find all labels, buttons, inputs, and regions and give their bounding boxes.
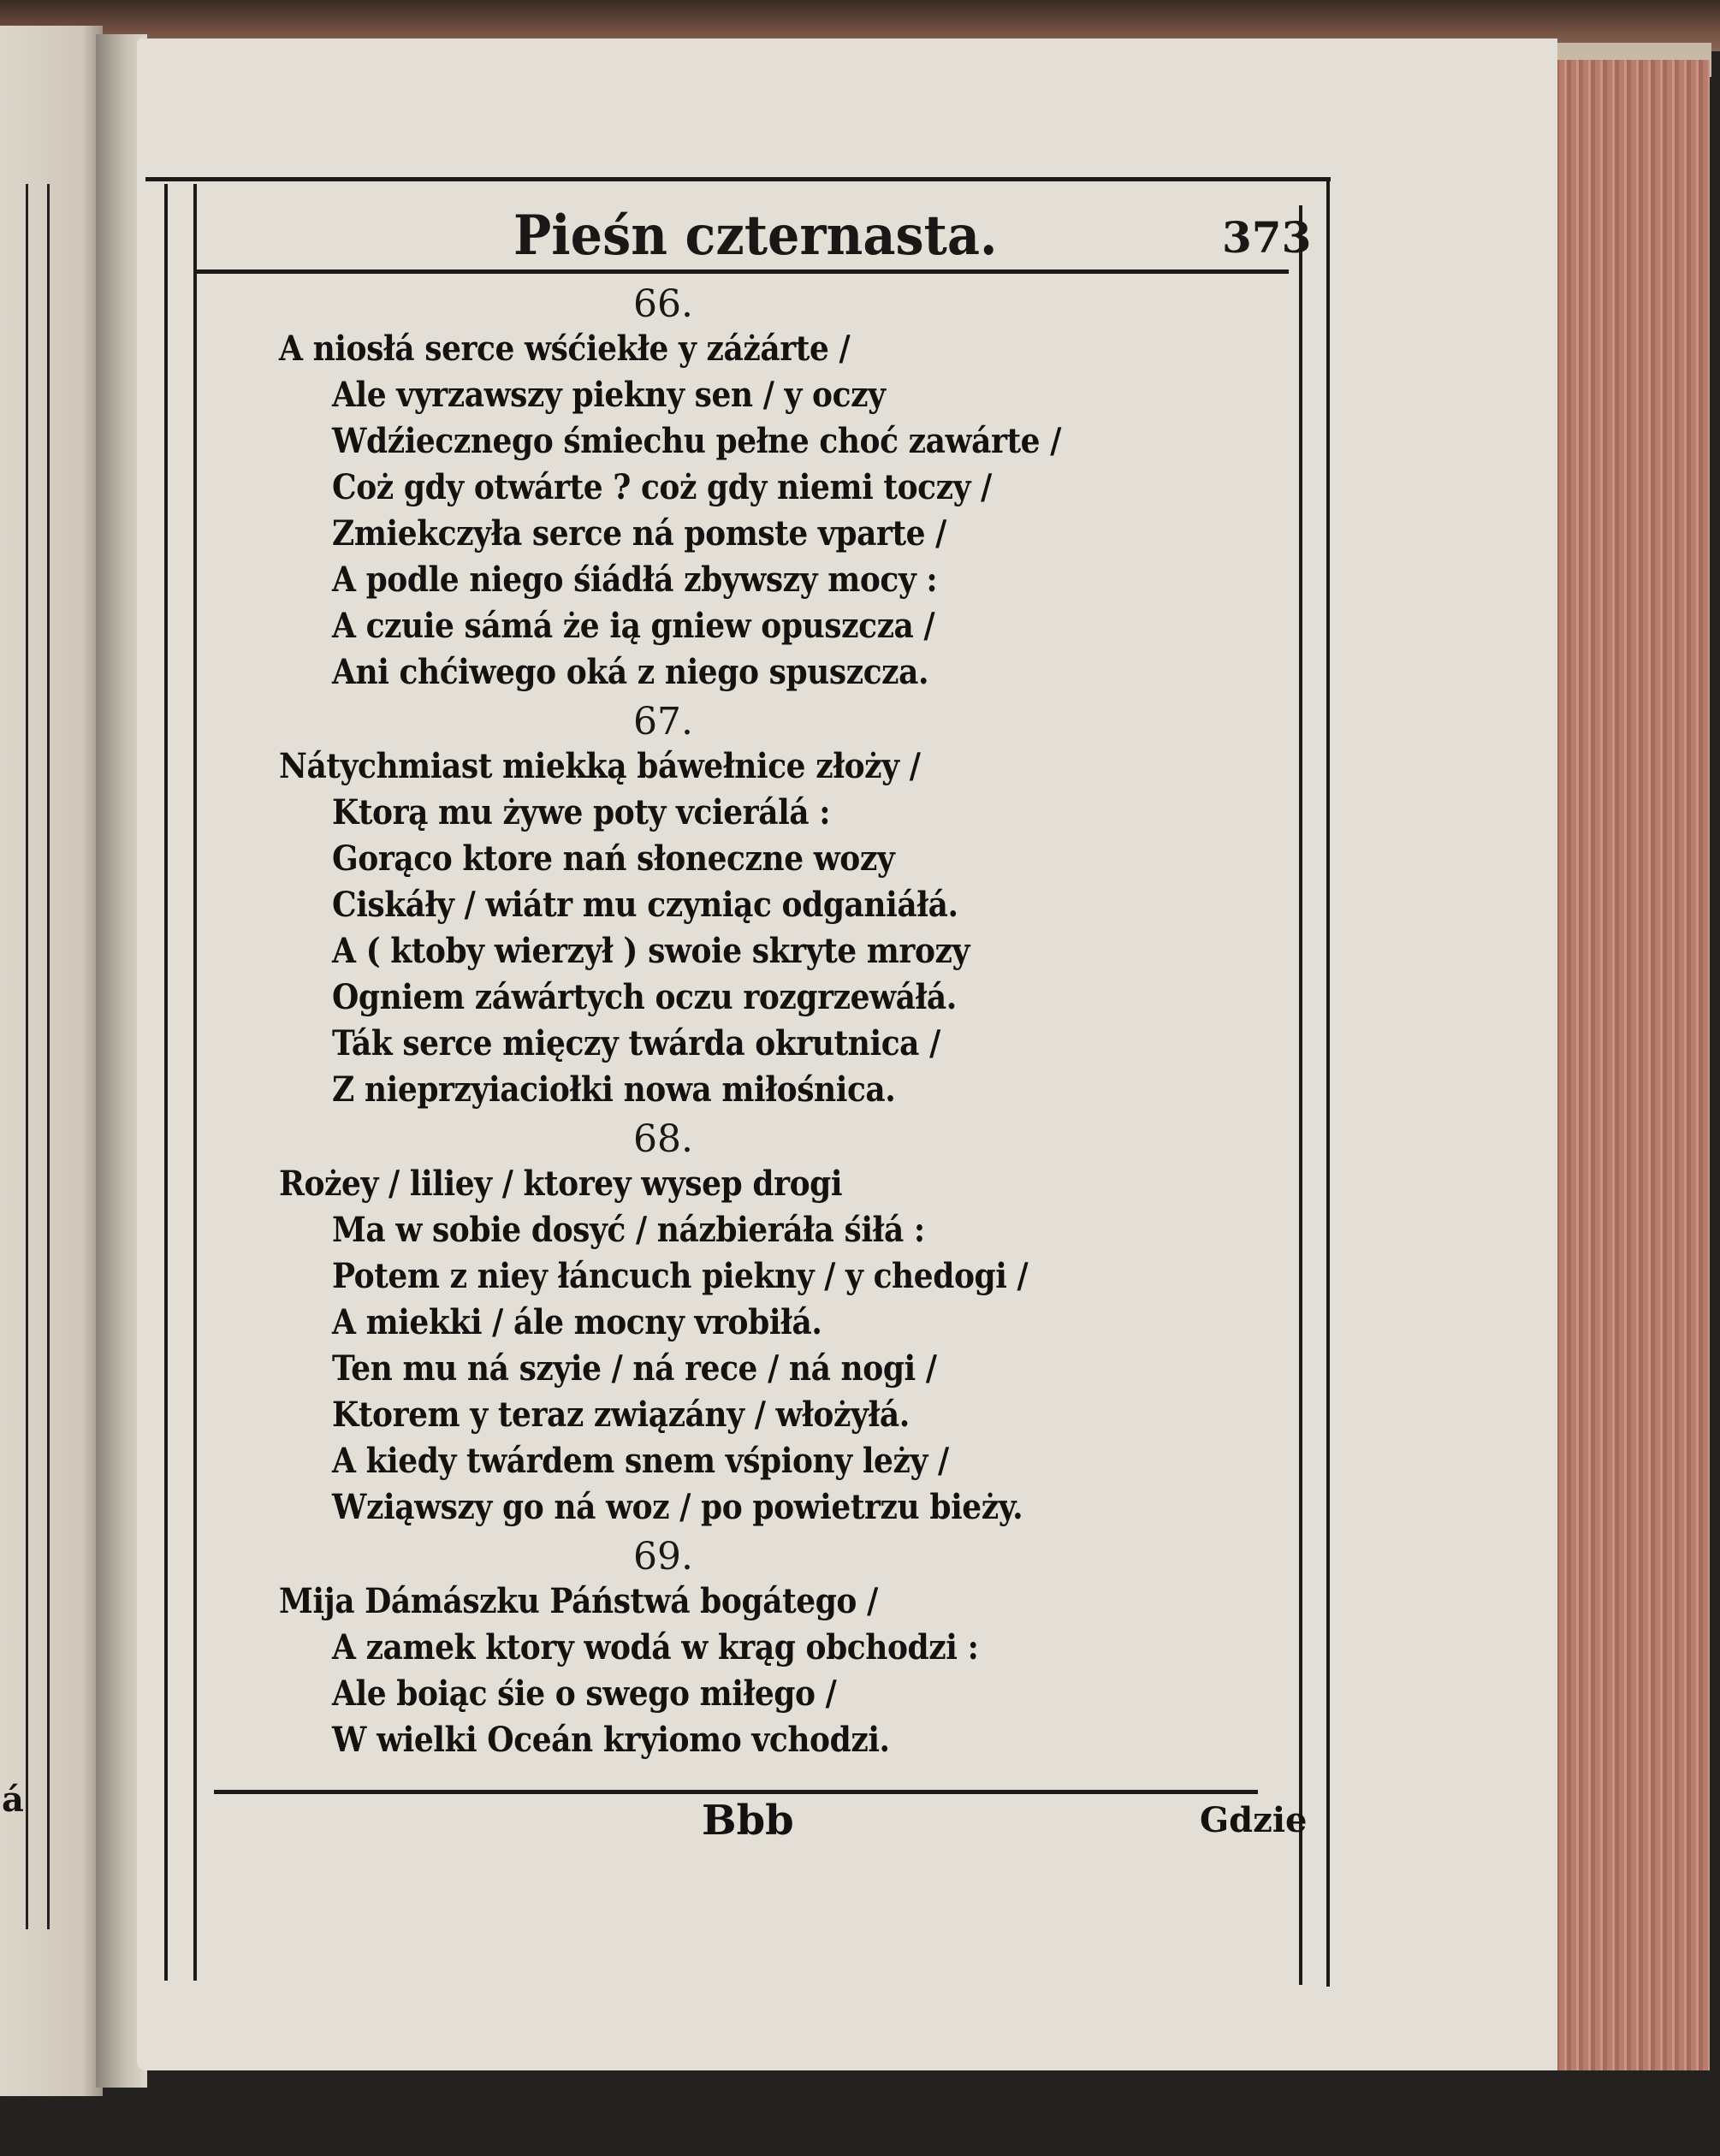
frame-right-inner-line <box>1299 205 1302 1985</box>
verse-line: A niosłá serce wśćiekłe y záżárte / <box>279 329 851 369</box>
stanza-number: 69. <box>633 1535 693 1578</box>
stanza-number: 66. <box>633 282 693 326</box>
verse-line: Ale vyrzawszy piekny sen / y oczy <box>332 375 886 415</box>
verse-line: A miekki / ále mocny vrobiłá. <box>332 1302 822 1342</box>
verse-line: W wielki Oceán kryiomo vchodzi. <box>332 1720 890 1760</box>
verse-line: Ktorą mu żywe poty vcierálá : <box>332 792 831 832</box>
verse-line: Nátychmiast miekką báwełnice złoży / <box>279 746 921 786</box>
verse-line: Ma w sobie dosyć / názbieráła śiłá : <box>332 1210 925 1250</box>
running-title: Pieśn czternasta. <box>513 204 998 268</box>
verse-line: Ktorem y teraz związány / włożyłá. <box>332 1395 910 1435</box>
verse-line: Ani chćiwego oká z niego spuszcza. <box>332 652 929 692</box>
verse-line: Ogniem záwártych oczu rozgrzewáłá. <box>332 977 957 1017</box>
verse-line: A podle niego śiádłá zbywszy mocy : <box>332 560 938 600</box>
stanza-number: 68. <box>633 1117 693 1161</box>
verse-line: Ciskáły / wiátr mu czyniąc odganiáłá. <box>332 885 958 925</box>
verse-line: Ale boiąc śie o swego miłego / <box>332 1673 837 1714</box>
frame-left-inner-line <box>193 184 197 1981</box>
verse-line: Coż gdy otwárte ? coż gdy niemi toczy / <box>332 467 992 507</box>
frame-right-outer-line <box>1326 181 1330 1987</box>
verse-line: Mija Dámászku Páństwá bogátego / <box>279 1581 878 1621</box>
verse-line: A ( ktoby wierzył ) swoie skryte mrozy <box>332 931 970 971</box>
verse-line: Rożey / liliey / ktorey wysep drogi <box>279 1164 843 1204</box>
verse-line: Potem z niey łáncuch piekny / y chedogi / <box>332 1256 1029 1296</box>
footer-rule <box>214 1790 1258 1794</box>
left-page-frame-line <box>26 184 28 1929</box>
verse-line: Ták serce mięczy twárda okrutnica / <box>332 1023 940 1063</box>
verse-line: A zamek ktory wodá w krąg obchodzi : <box>332 1627 979 1667</box>
verse-line: Gorąco ktore nań słoneczne wozy <box>332 838 895 879</box>
stanza-number: 67. <box>633 700 693 743</box>
verse-line: A kiedy twárdem snem vśpiony leży / <box>332 1441 949 1481</box>
header-rule <box>193 270 1289 274</box>
verse-line: Wziąwszy go ná woz / po powietrzu bieży. <box>332 1487 1023 1527</box>
left-page-text-fragment: á <box>2 1780 24 1820</box>
page-number: 373 <box>1222 212 1312 263</box>
verse-line: A czuie sámá że ią gniew opuszcza / <box>332 606 935 646</box>
signature-mark: Bbb <box>702 1797 794 1845</box>
catchword: Gdzie <box>1200 1800 1308 1840</box>
red-fore-edge <box>1547 60 1710 2070</box>
verse-line: Z nieprzyiaciołki nowa miłośnica. <box>332 1069 896 1110</box>
verse-line: Zmiekczyła serce ná pomste vparte / <box>332 513 946 554</box>
frame-left-outer-line <box>164 184 168 1981</box>
frame-top-rule <box>145 177 1331 181</box>
left-page-frame-line <box>47 184 50 1929</box>
verse-line: Ten mu ná szyie / ná rece / ná nogi / <box>332 1348 937 1389</box>
verse-line: Wdźiecznego śmiechu pełne choć zawárte / <box>332 421 1061 461</box>
